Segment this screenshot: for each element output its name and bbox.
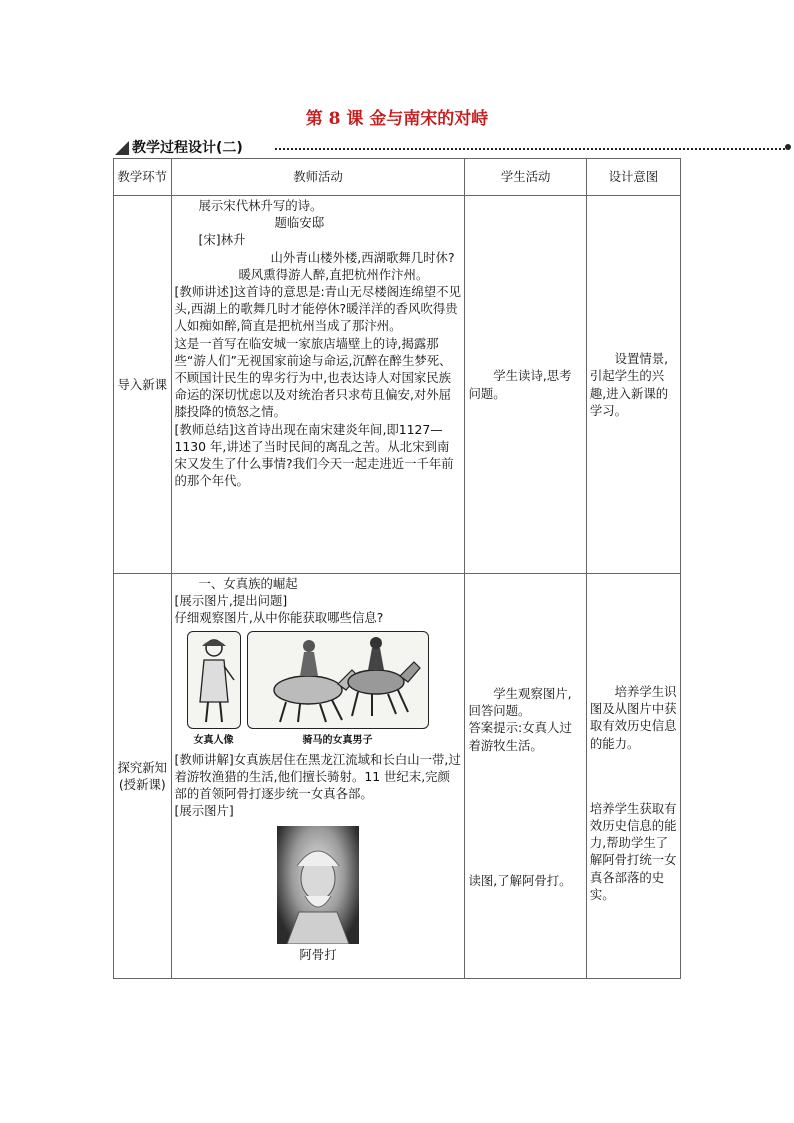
- student-text: 学生观察图片,回答问题。: [468, 686, 572, 719]
- teacher-activity-intro: [171, 196, 465, 574]
- section-header: [115, 138, 791, 158]
- person-icon: [188, 632, 240, 728]
- paragraph: 这是一首写在临安城一家旅店墙壁上的诗,揭露那些“游人们”无视国家前途与命运,沉醉在醉生梦死、不顾国计民生的卑劣行为中,也表达诗人对国家民族命运的深切忧虑以及对统治者只求苟且偏安,对外屈膝投降的愤怒之情。: [174, 335, 452, 420]
- figure-caption: 骑马的女真男子: [302, 734, 373, 746]
- paragraph: [教师总结]这首诗出现在南宋建炎年间,即1127—1130 年,讲述了当时民间的离乱之苦。从北宋到南宋又发生了什么事情?我们今天一起走进近一千年前的那个年代。: [174, 421, 454, 489]
- header-student: 学生活动: [465, 159, 586, 196]
- text-line: [展示图片]: [174, 803, 234, 819]
- portrait-caption: 阿骨打: [299, 946, 337, 962]
- text-line: 仔细观察图片,从中你能获取哪些信息?: [174, 610, 384, 626]
- intent-text: 培养学生获取有效历史信息的能力,帮助学生了解阿骨打统一女真各部落的史实。: [589, 800, 677, 902]
- paragraph: [教师讲解]女真族居住在黑龙江流域和长白山一带,过着游牧渔猎的生活,他们擅长骑射。11 世纪末,完颜部的首领阿骨打逐步统一女真各部。: [174, 751, 461, 802]
- figure-caption: 女真人像: [193, 734, 234, 746]
- lesson-plan-table: [113, 158, 681, 979]
- horse-rider-icon: [248, 632, 428, 728]
- portrait-face-icon: [277, 826, 359, 944]
- paragraph: [教师讲述]这首诗的意思是:青山无尽楼阁连绵望不见头,西湖上的歌舞几时才能停休?暖洋洋的香风吹得贵人如痴如醉,简直是把杭州当成了那汴州。: [174, 284, 461, 334]
- text-line: 展示宋代林升写的诗。: [198, 198, 323, 213]
- aguda-portrait-image: [277, 826, 359, 944]
- student-text: 读图,了解阿骨打。: [468, 872, 572, 888]
- header-stage: 教学环节: [114, 159, 172, 196]
- poem-title: 题临安邸: [274, 215, 325, 231]
- dotted-rule: [275, 148, 785, 150]
- subheading: 一、女真族的崛起: [198, 576, 298, 591]
- text-line: [展示图片,提出问题]: [174, 593, 288, 609]
- poem-line: 暖风熏得游人醉,直把杭州作汴州。: [238, 266, 429, 282]
- section-title: 教学过程设计(二): [132, 138, 247, 158]
- table-header-row: [114, 159, 681, 196]
- table-row-intro: [114, 196, 681, 574]
- dot-end-icon: [785, 144, 791, 150]
- poem-line: 山外青山楼外楼,西湖歌舞几时休?: [270, 249, 455, 265]
- poem-author: [宋]林升: [198, 232, 246, 248]
- stage-explore: 探究新知(授新课): [114, 574, 172, 979]
- header-intent: 设计意图: [586, 159, 680, 196]
- figure-row: [187, 631, 462, 749]
- figure-jurchen-portrait: [187, 631, 241, 749]
- header-teacher: 教师活动: [171, 159, 465, 196]
- lesson-title: 第 8 课 金与南宋的对峙: [305, 109, 489, 129]
- student-activity-intro: [465, 196, 586, 574]
- student-text: 学生读诗,思考问题。: [468, 368, 572, 401]
- intent-text: 培养学生识图及从图片中获取有效历史信息的能力。: [589, 684, 677, 751]
- intent-text: 设置情景,引起学生的兴趣,进入新课的学习。: [589, 351, 669, 418]
- design-intent-intro: [586, 196, 680, 574]
- stage-intro: 导入新课: [114, 196, 172, 574]
- figure-frame: [247, 631, 429, 729]
- teacher-activity-explore: [171, 574, 465, 979]
- figure-jurchen-riders: [247, 631, 429, 749]
- figure-frame: [187, 631, 241, 729]
- table-row-explore: [114, 574, 681, 979]
- answer-hint: 答案提示:女真人过着游牧生活。: [468, 720, 572, 753]
- student-activity-explore: [465, 574, 586, 979]
- triangle-icon: [115, 141, 129, 155]
- design-intent-explore: [586, 574, 680, 979]
